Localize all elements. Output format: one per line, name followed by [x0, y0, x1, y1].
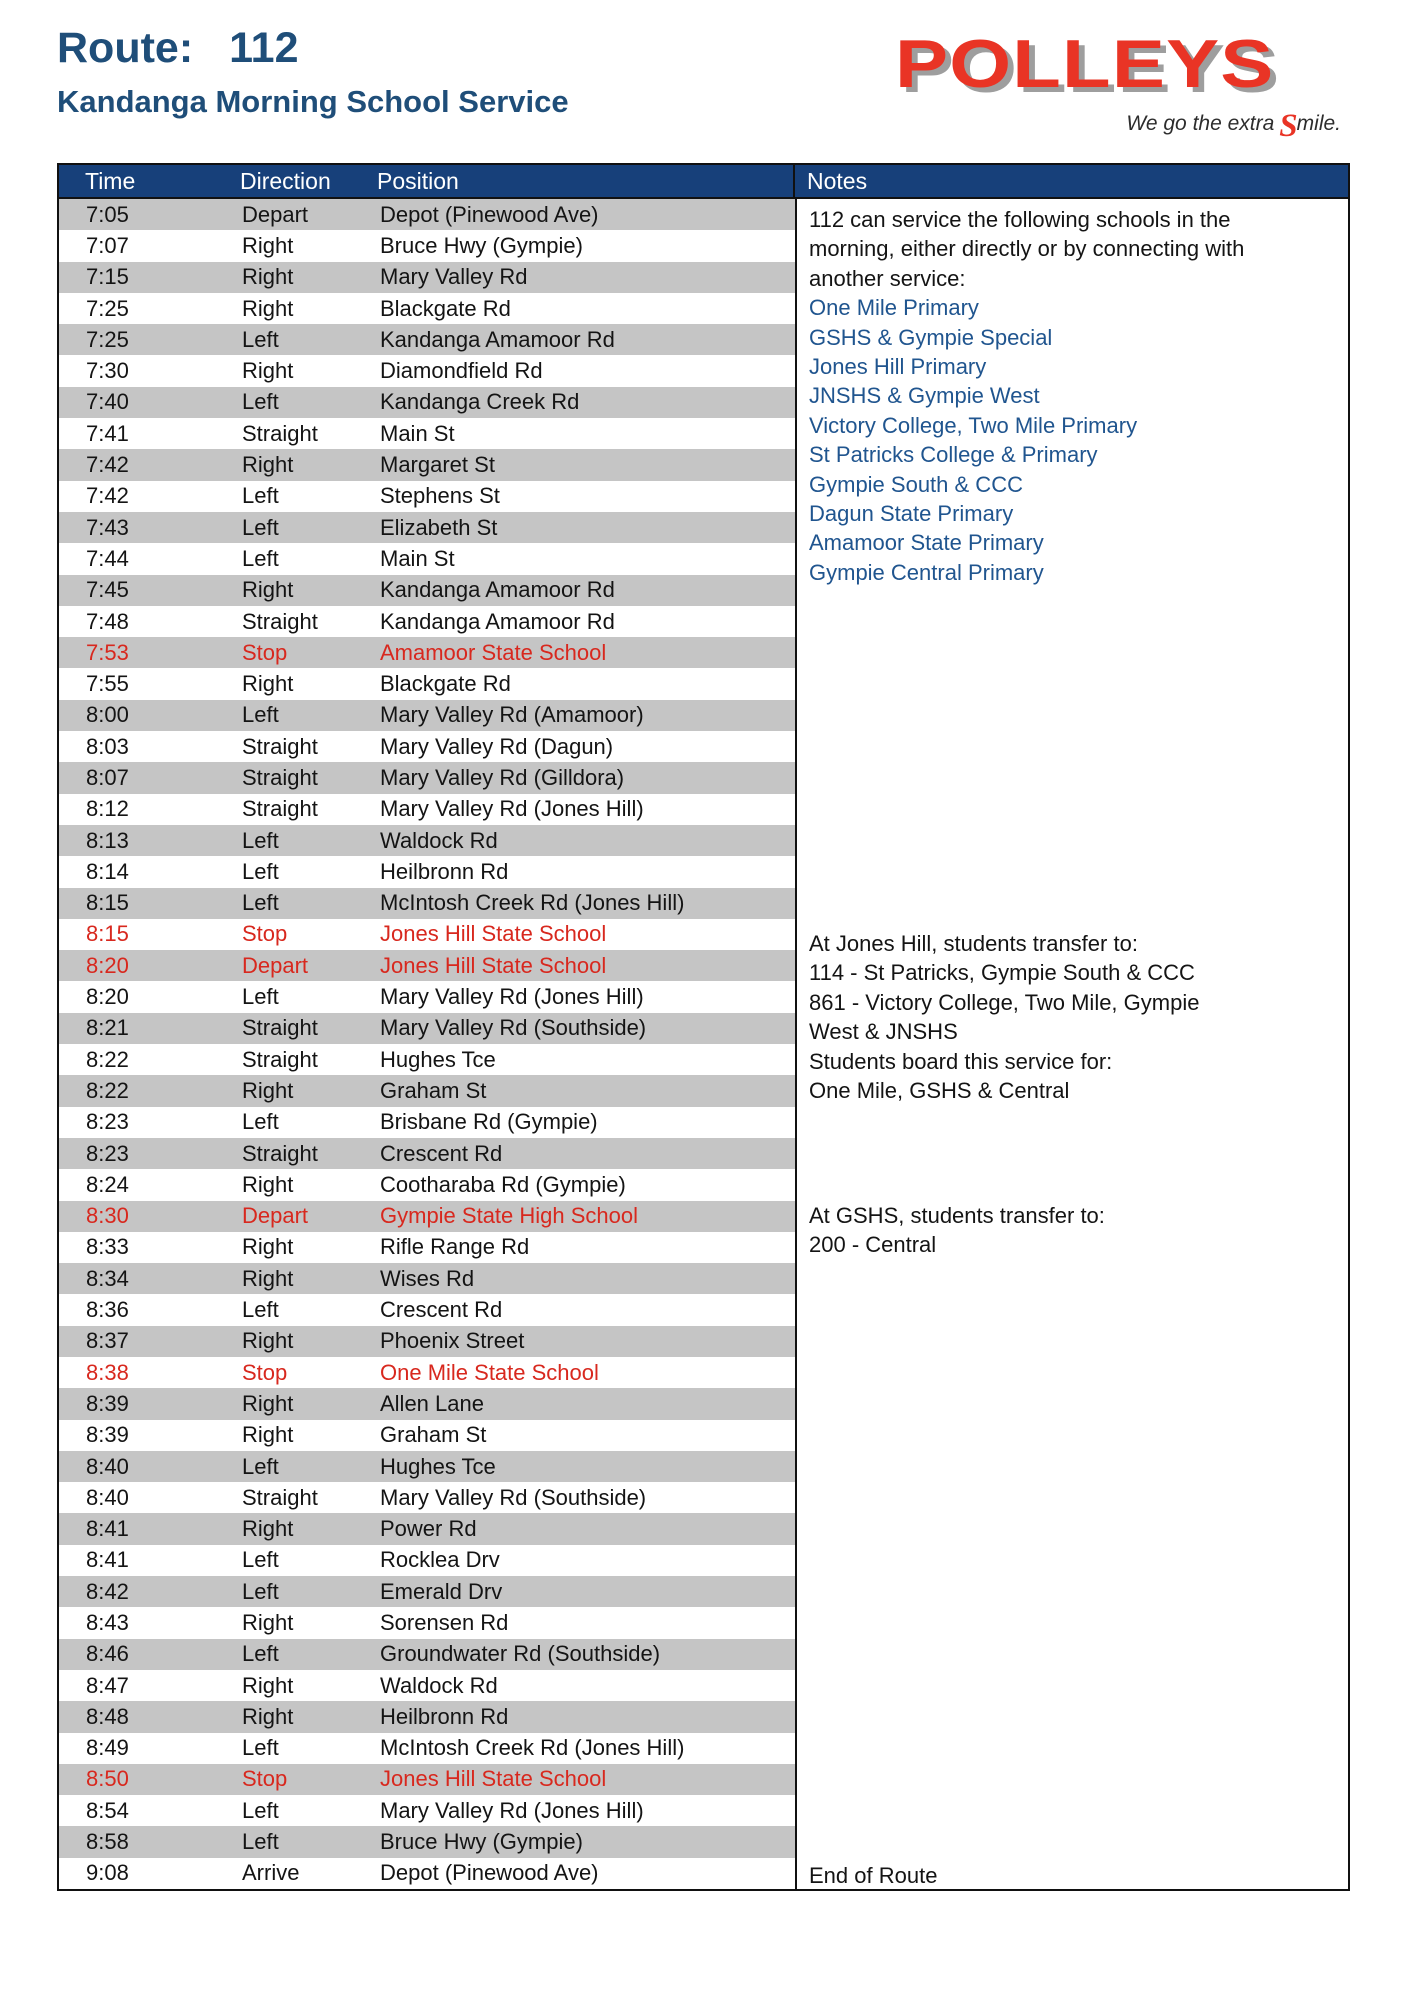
cell-position: Emerald Drv — [380, 1578, 503, 1604]
table-row-stop — [59, 919, 795, 950]
cell-position: Jones Hill State School — [380, 1766, 607, 1792]
cell-direction: Depart — [242, 1203, 309, 1229]
table-row-stop — [59, 637, 795, 668]
cell-time: 8:03 — [86, 733, 129, 759]
column-header-direction: Direction — [240, 168, 331, 194]
cell-position: Elizabeth St — [380, 514, 498, 540]
cell-time: 8:47 — [86, 1672, 129, 1698]
cell-position: Jones Hill State School — [380, 952, 607, 978]
cell-time: 8:23 — [86, 1140, 129, 1166]
table-row — [59, 1826, 795, 1857]
table-row — [59, 1294, 795, 1325]
note-line: Gympie Central Primary — [809, 559, 1044, 585]
cell-direction: Straight — [242, 1484, 318, 1510]
cell-position: McIntosh Creek Rd (Jones Hill) — [380, 1735, 685, 1761]
cell-time: 7:25 — [86, 326, 129, 352]
cell-time: 8:07 — [86, 764, 129, 790]
cell-direction: Straight — [242, 1140, 318, 1166]
cell-direction: Left — [242, 702, 279, 728]
cell-time: 8:33 — [86, 1234, 129, 1260]
note-line: At Jones Hill, students transfer to: — [809, 931, 1138, 956]
table-row — [59, 293, 795, 324]
cell-direction: Right — [242, 671, 294, 697]
cell-position: Amamoor State School — [380, 639, 607, 665]
note-line: End of Route — [809, 1863, 938, 1888]
cell-direction: Left — [242, 890, 279, 916]
note-line: St Patricks College & Primary — [809, 442, 1098, 468]
cell-position: Kandanga Amamoor Rd — [380, 577, 615, 603]
cell-time: 8:24 — [86, 1171, 129, 1197]
table-row — [59, 1420, 795, 1451]
gshs-transfer-note — [809, 1201, 1344, 1260]
notes-column — [795, 199, 1348, 1889]
cell-direction: Left — [242, 1453, 279, 1479]
cell-direction: Left — [242, 984, 279, 1010]
cell-time: 8:21 — [86, 1015, 129, 1041]
table-header-row — [59, 165, 1348, 199]
cell-direction: Right — [242, 1610, 294, 1635]
cell-direction: Right — [242, 1703, 294, 1729]
header-column-divider — [793, 165, 795, 197]
end-of-route — [809, 1861, 1344, 1890]
cell-direction: Left — [242, 1297, 279, 1323]
cell-time: 8:50 — [86, 1766, 129, 1792]
cell-direction: Left — [242, 1109, 279, 1135]
note-line: 112 can service the following schools in the — [809, 207, 1231, 232]
cell-direction: Right — [242, 1516, 294, 1542]
cell-time: 7:15 — [86, 264, 129, 290]
cell-position: Depot (Pinewood Ave) — [380, 201, 599, 227]
cell-position: Allen Lane — [380, 1390, 484, 1416]
table-row — [59, 1107, 795, 1138]
logo-tagline — [1126, 108, 1341, 144]
cell-position: Cootharaba Rd (Gympie) — [380, 1171, 626, 1197]
table-body — [59, 199, 1348, 1889]
cell-position: Waldock Rd — [380, 1672, 498, 1698]
cell-time: 7:41 — [86, 420, 129, 446]
table-row-stop — [59, 1357, 795, 1388]
cell-position: Mary Valley Rd (Jones Hill) — [380, 796, 644, 822]
tagline-suffix: mile. — [1296, 112, 1341, 135]
cell-time: 8:15 — [86, 890, 129, 916]
table-row — [59, 1451, 795, 1482]
route-title — [57, 24, 299, 73]
table-row — [59, 1482, 795, 1513]
cell-time: 8:49 — [86, 1735, 129, 1761]
tagline-prefix: We go the extra — [1126, 112, 1275, 135]
note-line: another service: — [809, 265, 966, 291]
cell-time: 7:48 — [86, 608, 129, 634]
table-row — [59, 543, 795, 574]
cell-position: One Mile State School — [380, 1359, 599, 1385]
note-line: 114 - St Patricks, Gympie South & CCC — [809, 960, 1195, 986]
cell-position: Gympie State High School — [380, 1203, 639, 1229]
cell-direction: Right — [242, 1672, 294, 1698]
cell-time: 8:39 — [86, 1390, 129, 1416]
table-row — [59, 700, 795, 731]
cell-time: 7:40 — [86, 389, 129, 415]
table-row — [59, 1169, 795, 1200]
cell-position: Waldock Rd — [380, 827, 498, 853]
cell-position: Graham St — [380, 1422, 487, 1448]
table-row — [59, 606, 795, 637]
cell-direction: Right — [242, 295, 294, 321]
cell-direction: Right — [242, 264, 294, 290]
table-row — [59, 387, 795, 418]
cell-direction: Right — [242, 1390, 294, 1416]
cell-position: Depot (Pinewood Ave) — [380, 1860, 599, 1886]
table-row-stop — [59, 1201, 795, 1232]
table-row — [59, 1607, 795, 1638]
note-line: 861 - Victory College, Two Mile, Gympie — [809, 989, 1200, 1015]
cell-time: 8:40 — [86, 1453, 129, 1479]
cell-position: Jones Hill State School — [380, 921, 607, 947]
cell-time: 8:30 — [86, 1203, 129, 1229]
cell-position: McIntosh Creek Rd (Jones Hill) — [380, 890, 685, 916]
table-row — [59, 575, 795, 606]
cell-position: Kandanga Amamoor Rd — [380, 326, 615, 352]
cell-position: Crescent Rd — [380, 1297, 503, 1323]
note-line: Amamoor State Primary — [809, 530, 1044, 556]
cell-time: 7:07 — [86, 232, 129, 258]
note-line: At GSHS, students transfer to: — [809, 1203, 1105, 1228]
cell-time: 8:22 — [86, 1077, 129, 1103]
table-row — [59, 262, 795, 293]
column-header-time: Time — [85, 168, 136, 194]
cell-position: Groundwater Rd (Southside) — [380, 1641, 661, 1667]
cell-time: 8:46 — [86, 1641, 129, 1667]
table-row — [59, 1263, 795, 1294]
cell-position: Main St — [380, 420, 455, 446]
cell-direction: Straight — [242, 1015, 318, 1041]
cell-position: Rocklea Drv — [380, 1547, 500, 1573]
cell-time: 8:40 — [86, 1484, 129, 1510]
table-row — [59, 418, 795, 449]
cell-position: Main St — [380, 545, 455, 571]
cell-position: Diamondfield Rd — [380, 358, 543, 384]
cell-direction: Straight — [242, 764, 318, 790]
tagline-red-s: S — [1279, 108, 1298, 144]
table-row — [59, 1075, 795, 1106]
cell-direction: Right — [242, 1265, 294, 1291]
cell-time: 8:23 — [86, 1109, 129, 1135]
table-row — [59, 324, 795, 355]
cell-time: 7:42 — [86, 483, 129, 509]
cell-time: 8:39 — [86, 1422, 129, 1448]
cell-time: 8:22 — [86, 1046, 129, 1072]
table-row — [59, 1388, 795, 1419]
cell-time: 8:54 — [86, 1797, 129, 1823]
note-line: Dagun State Primary — [809, 501, 1014, 527]
cell-time: 7:55 — [86, 671, 129, 697]
cell-position: Blackgate Rd — [380, 295, 511, 321]
cell-position: Hughes Tce — [380, 1046, 496, 1072]
cell-direction: Straight — [242, 796, 318, 822]
note-line: Students board this service for: — [809, 1048, 1113, 1074]
table-row — [59, 512, 795, 543]
cell-direction: Right — [242, 577, 294, 603]
cell-time: 8:34 — [86, 1265, 129, 1291]
jones-hill-transfer-note — [809, 929, 1344, 1105]
cell-time: 7:43 — [86, 514, 129, 540]
cell-time: 8:58 — [86, 1829, 129, 1855]
column-header-notes: Notes — [807, 168, 868, 194]
table-row — [59, 1701, 795, 1732]
table-row — [59, 668, 795, 699]
cell-time: 7:05 — [86, 201, 129, 227]
cell-time: 8:20 — [86, 984, 129, 1010]
cell-time: 7:44 — [86, 545, 129, 571]
cell-time: 9:08 — [86, 1860, 129, 1886]
cell-direction: Arrive — [242, 1860, 300, 1886]
cell-time: 8:38 — [86, 1359, 129, 1385]
cell-time: 8:20 — [86, 952, 129, 978]
table-row — [59, 1513, 795, 1544]
cell-time: 8:43 — [86, 1610, 129, 1635]
table-row — [59, 1639, 795, 1670]
cell-direction: Right — [242, 1077, 294, 1103]
cell-time: 8:37 — [86, 1328, 129, 1354]
cell-position: Crescent Rd — [380, 1140, 503, 1166]
polleys-wordmark: POLLEYS — [895, 26, 1275, 102]
cell-direction: Straight — [242, 733, 318, 759]
cell-time: 8:41 — [86, 1516, 129, 1542]
cell-time: 8:15 — [86, 921, 129, 947]
table-row — [59, 449, 795, 480]
cell-position: Bruce Hwy (Gympie) — [380, 232, 583, 258]
cell-position: Hughes Tce — [380, 1453, 496, 1479]
cell-direction: Right — [242, 1328, 294, 1354]
cell-direction: Depart — [242, 952, 309, 978]
table-row — [59, 1670, 795, 1701]
cell-position: Power Rd — [380, 1516, 477, 1542]
cell-time: 8:42 — [86, 1578, 129, 1604]
cell-position: Mary Valley Rd — [380, 264, 528, 290]
cell-position: Margaret St — [380, 452, 495, 478]
cell-direction: Left — [242, 326, 279, 352]
table-row — [59, 230, 795, 261]
note-line: morning, either directly or by connecting with — [809, 236, 1245, 262]
service-subtitle: Kandanga Morning School Service — [57, 84, 569, 119]
cell-direction: Left — [242, 827, 279, 853]
cell-position: Mary Valley Rd (Amamoor) — [380, 702, 644, 728]
cell-position: Mary Valley Rd (Jones Hill) — [380, 984, 644, 1010]
cell-direction: Left — [242, 1829, 279, 1855]
cell-position: Sorensen Rd — [380, 1610, 509, 1635]
note-line: Gympie South & CCC — [809, 471, 1023, 497]
cell-direction: Right — [242, 452, 294, 478]
table-row-stop — [59, 950, 795, 981]
cell-position: Kandanga Creek Rd — [380, 389, 580, 415]
table-row — [59, 1138, 795, 1169]
table-row — [59, 731, 795, 762]
cell-direction: Straight — [242, 608, 318, 634]
cell-direction: Stop — [242, 921, 288, 947]
cell-time: 8:36 — [86, 1297, 129, 1323]
cell-position: Wises Rd — [380, 1265, 475, 1291]
table-row — [59, 481, 795, 512]
cell-direction: Depart — [242, 201, 309, 227]
stops-column — [59, 199, 795, 1889]
cell-position: Rifle Range Rd — [380, 1234, 530, 1260]
cell-position: Mary Valley Rd (Southside) — [380, 1484, 647, 1510]
cell-direction: Left — [242, 389, 279, 415]
cell-direction: Left — [242, 483, 279, 509]
route-timetable — [57, 163, 1350, 1891]
cell-direction: Stop — [242, 639, 288, 665]
cell-direction: Right — [242, 358, 294, 384]
cell-direction: Left — [242, 1547, 279, 1573]
table-row — [59, 1545, 795, 1576]
cell-time: 8:48 — [86, 1703, 129, 1729]
cell-direction: Stop — [242, 1359, 288, 1385]
note-line: Victory College, Two Mile Primary — [809, 412, 1138, 438]
cell-position: Mary Valley Rd (Southside) — [380, 1015, 647, 1041]
table-row — [59, 1733, 795, 1764]
cell-position: Bruce Hwy (Gympie) — [380, 1829, 583, 1855]
cell-position: Heilbronn Rd — [380, 858, 509, 884]
table-row — [59, 1795, 795, 1826]
column-header-position: Position — [377, 168, 459, 194]
polleys-logo — [895, 26, 1355, 145]
cell-direction: Left — [242, 1735, 279, 1761]
cell-time: 7:53 — [86, 639, 129, 665]
cell-position: Graham St — [380, 1077, 487, 1103]
cell-direction: Left — [242, 858, 279, 884]
note-line: GSHS & Gympie Special — [809, 324, 1053, 350]
cell-time: 7:25 — [86, 295, 129, 321]
cell-position: Blackgate Rd — [380, 671, 511, 697]
table-row — [59, 1013, 795, 1044]
cell-time: 8:00 — [86, 702, 129, 728]
cell-position: Mary Valley Rd (Gilldora) — [380, 764, 625, 790]
table-row-stop — [59, 1764, 795, 1795]
table-row — [59, 1232, 795, 1263]
table-row — [59, 1326, 795, 1357]
note-line: West & JNSHS — [809, 1019, 958, 1045]
table-row — [59, 981, 795, 1012]
cell-time: 8:41 — [86, 1547, 129, 1573]
note-line: One Mile, GSHS & Central — [809, 1078, 1070, 1104]
table-row — [59, 1858, 795, 1889]
note-line: Jones Hill Primary — [809, 354, 987, 380]
table-row — [59, 888, 795, 919]
cell-direction: Right — [242, 1234, 294, 1260]
cell-direction: Right — [242, 232, 294, 258]
table-row — [59, 355, 795, 386]
cell-position: Mary Valley Rd (Jones Hill) — [380, 1797, 644, 1823]
cell-position: Brisbane Rd (Gympie) — [380, 1109, 598, 1135]
cell-direction: Left — [242, 1797, 279, 1823]
schools-note — [809, 205, 1344, 587]
cell-direction: Left — [242, 1578, 279, 1604]
cell-direction: Left — [242, 514, 279, 540]
cell-time: 7:45 — [86, 577, 129, 603]
table-row — [59, 825, 795, 856]
cell-direction: Stop — [242, 1766, 288, 1792]
cell-position: Heilbronn Rd — [380, 1703, 509, 1729]
cell-position: Kandanga Amamoor Rd — [380, 608, 615, 634]
table-row — [59, 1576, 795, 1607]
cell-position: Mary Valley Rd (Dagun) — [380, 733, 614, 759]
cell-direction: Straight — [242, 1046, 318, 1072]
cell-time: 7:42 — [86, 452, 129, 478]
cell-direction: Straight — [242, 420, 318, 446]
cell-time: 7:30 — [86, 358, 129, 384]
cell-position: Stephens St — [380, 483, 500, 509]
cell-direction: Left — [242, 1641, 279, 1667]
route-number: 112 — [229, 24, 299, 72]
note-line: 200 - Central — [809, 1232, 937, 1258]
note-line: One Mile Primary — [809, 295, 979, 321]
cell-time: 8:12 — [86, 796, 129, 822]
table-row — [59, 794, 795, 825]
cell-direction: Left — [242, 545, 279, 571]
route-label: Route: — [57, 24, 194, 72]
cell-direction: Right — [242, 1422, 294, 1448]
cell-position: Phoenix Street — [380, 1328, 525, 1354]
note-line: JNSHS & Gympie West — [809, 383, 1040, 409]
table-row — [59, 1044, 795, 1075]
table-row — [59, 199, 795, 230]
cell-time: 8:13 — [86, 827, 129, 853]
cell-time: 8:14 — [86, 858, 129, 884]
cell-direction: Right — [242, 1171, 294, 1197]
table-row — [59, 762, 795, 793]
table-row — [59, 856, 795, 887]
